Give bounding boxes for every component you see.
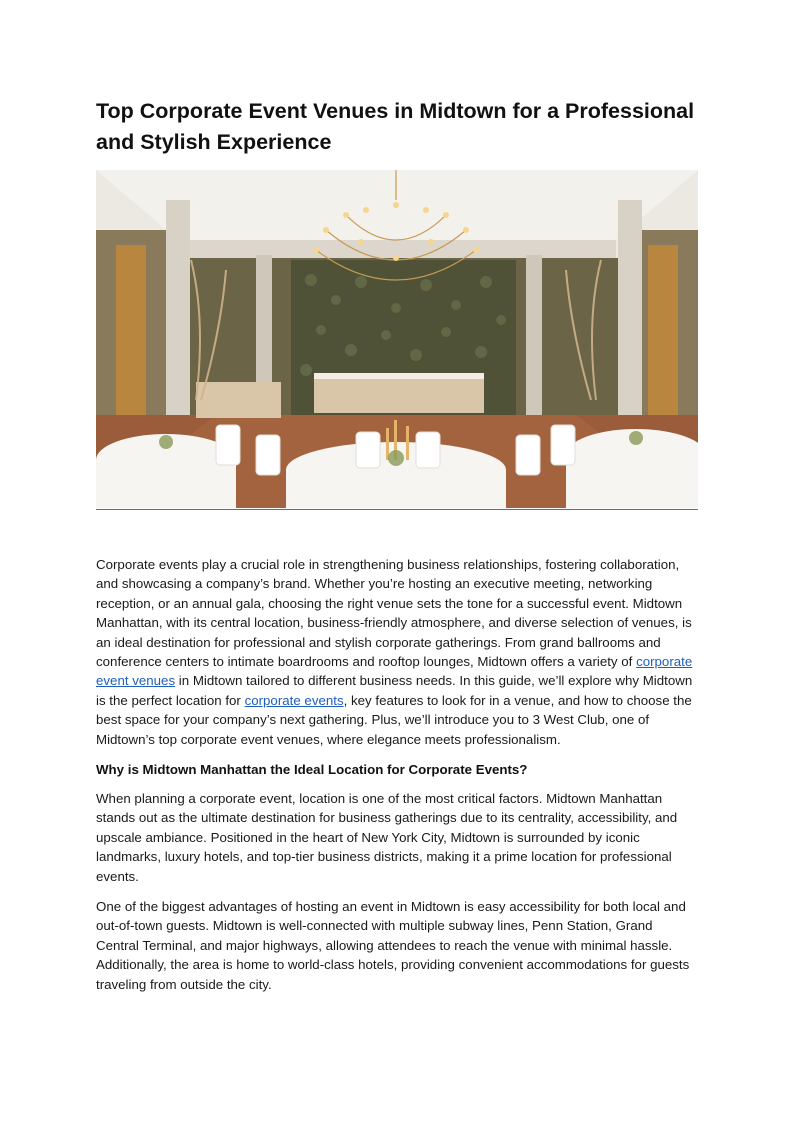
image-divider: [96, 509, 698, 510]
page-title: Top Corporate Event Venues in Midtown for a Professional and Stylish Experience: [96, 99, 695, 154]
location-paragraph: When planning a corporate event, location is one of the most critical factors. Midtown Manhattan stands out as the ultimate destination for business gatherings due to its centrality, accessibility, and upscale ambiance. Positioned in the heart of New York City, Midtown is surrounded by iconic landmarks, luxury hotels, and top-tier business districts, making it a prime location for professional events.: [96, 791, 678, 884]
intro-text-1: Corporate events play a crucial role in strengthening business relationships, fostering collaboration, and showcasing a company’s brand. Whether you’re hosting an executive meeting, networking reception, or an annual gala, choosing the right venue sets the tone for a successful event. Midtown Manhattan, with its central location, business-friendly atmosphere, and diverse selection of venues, is an ideal destination for professional and stylish corporate gatherings. From grand ballrooms and conference centers to intimate boardrooms and rooftop lounges, Midtown offers a variety of: [96, 557, 692, 670]
section-heading: Why is Midtown Manhattan the Ideal Location for Corporate Events?: [96, 762, 528, 777]
intro-text-2: in Midtown tailored to different business needs. In this guide, we’ll explore why Midtown is the perfect location for: [96, 673, 693, 708]
corporate-events-link[interactable]: corporate events: [244, 692, 344, 708]
accessibility-paragraph: One of the biggest advantages of hosting an event in Midtown is easy accessibility for both local and out-of-town guests. Midtown is well-connected with multiple subway lines, Penn Station, Grand Central Terminal, and major highways, allowing attendees to reach the venue with minimal hassle. Additionally, the area is home to world-class hotels, providing convenient accommodations for guests traveling from outside the city.: [96, 899, 690, 992]
ballroom-photo: [96, 170, 698, 508]
intro-text-3: , key features to look for in a venue, and how to choose the best space for your company’s next gathering. Plus, we’ll introduce you to 3 West Club, one of Midtown’s top corporate event venues, where elegance meets professionalism.: [96, 692, 692, 747]
intro-paragraph: [96, 555, 698, 749]
corporate-event-venues-link[interactable]: corporate event venues: [96, 654, 693, 689]
